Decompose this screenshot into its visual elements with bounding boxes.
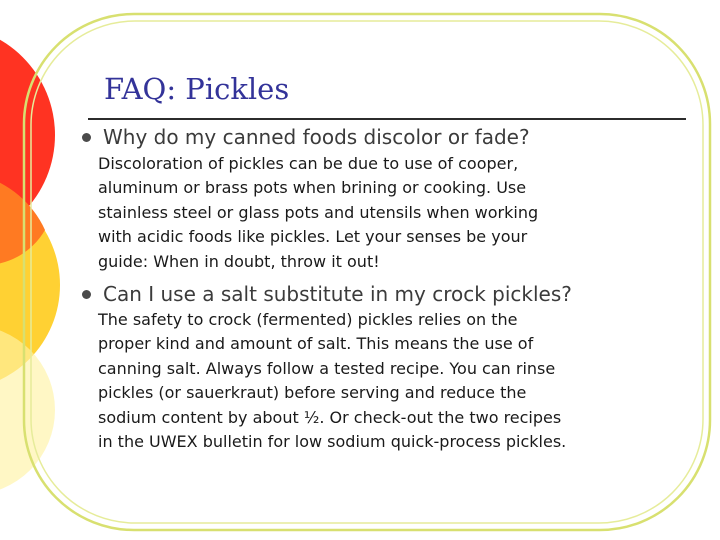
answer-line: aluminum or brass pots when brining or cooking. Use — [98, 178, 527, 198]
faq-answer-1 — [98, 152, 698, 274]
answer-line: guide: When in doubt, throw it out! — [98, 251, 380, 271]
faq-question-1 — [82, 124, 530, 150]
answer-line: sodium content by about ½. Or check-out the two recipes — [98, 407, 562, 427]
decor-circle-pale — [0, 325, 55, 495]
question-text: Why do my canned foods discolor or fade? — [103, 125, 530, 149]
slide-title: FAQ: Pickles — [104, 72, 290, 106]
answer-line: The safety to crock (fermented) pickles relies on the — [98, 310, 518, 329]
bullet-icon — [82, 290, 91, 299]
answer-line: in the UWEX bulletin for low sodium quick-process pickles. — [98, 432, 567, 452]
title-underline — [88, 118, 686, 120]
answer-line: Discoloration of pickles can be due to use of cooper, — [98, 154, 519, 173]
answer-line: pickles (or sauerkraut) before serving and reduce the — [98, 383, 527, 403]
bullet-icon — [82, 133, 91, 142]
answer-line: stainless steel or glass pots and utensils when working — [98, 202, 539, 222]
answer-line: with acidic foods like pickles. Let your senses be your — [98, 227, 528, 247]
faq-question-2 — [82, 281, 572, 307]
question-text: Can I use a salt substitute in my crock pickles? — [103, 282, 572, 306]
answer-line: proper kind and amount of salt. This means the use of — [98, 334, 534, 354]
faq-answer-2 — [98, 308, 698, 454]
answer-line: canning salt. Always follow a tested recipe. You can rinse — [98, 358, 556, 378]
